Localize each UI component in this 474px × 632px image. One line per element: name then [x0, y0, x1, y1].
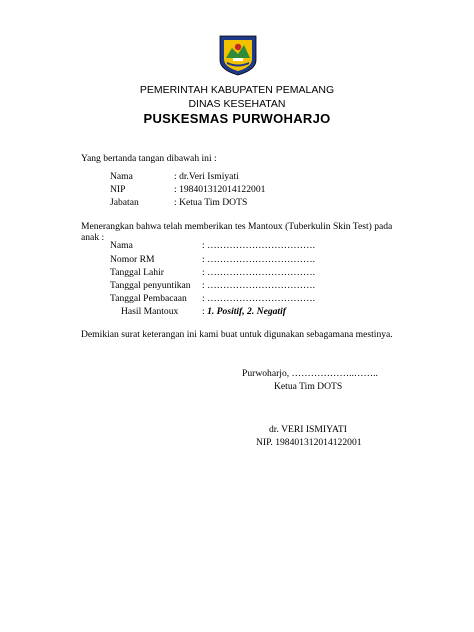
patient-rm-value: : …………………………….: [202, 254, 315, 265]
patient-rm-label: Nomor RM: [110, 254, 155, 265]
signer-position-label: Jabatan: [110, 197, 139, 208]
place-date: Purwoharjo, ………………..……..: [242, 368, 378, 379]
result-label: Hasil Mantoux: [121, 306, 179, 317]
header-puskesmas: PUSKESMAS PURWOHARJO: [143, 111, 331, 126]
signer-nip-label: NIP: [110, 184, 126, 195]
closing-text: Demikian surat keterangan ini kami buat untuk digunakan sebagamana mestinya.: [81, 329, 393, 340]
patient-birthdate-value: : …………………………….: [202, 267, 315, 278]
patient-birthdate-label: Tanggal Lahir: [110, 267, 164, 278]
result-options: 1. Positif, 2. Negatif: [207, 306, 286, 317]
reading-date-label: Tanggal Pembacaan: [110, 293, 187, 304]
signer-printed-name: dr. VERI ISMIYATI: [269, 424, 347, 435]
signer-position-value: : Ketua Tim DOTS: [174, 197, 248, 208]
header-government: PEMERINTAH KABUPATEN PEMALANG: [139, 84, 335, 96]
signer-nip-value: : 198401312014122001: [174, 184, 266, 195]
result-value: [202, 306, 286, 318]
injection-date-value: : …………………………….: [202, 280, 315, 291]
patient-name-label: Nama: [110, 240, 133, 251]
signer-printed-nip: NIP. 198401312014122001: [256, 437, 362, 448]
intro-text: Yang bertanda tangan dibawah ini :: [81, 153, 217, 164]
reading-date-value: : …………………………….: [202, 293, 315, 304]
result-colon: :: [202, 306, 208, 317]
header-department: DINAS KESEHATAN: [188, 98, 286, 110]
signer-name-label: Nama: [110, 171, 133, 182]
patient-name-value: : …………………………….: [202, 240, 315, 251]
pemalang-regency-emblem-icon: [218, 34, 258, 76]
statement-text: Menerangkan bahwa telah memberikan tes Mantoux (Tuberkulin Skin Test) pada anak :: [81, 221, 393, 243]
signer-title: Ketua Tim DOTS: [274, 381, 343, 392]
signer-name-value: : dr.Veri Ismiyati: [174, 171, 239, 182]
injection-date-label: Tanggal penyuntikan: [110, 280, 191, 291]
